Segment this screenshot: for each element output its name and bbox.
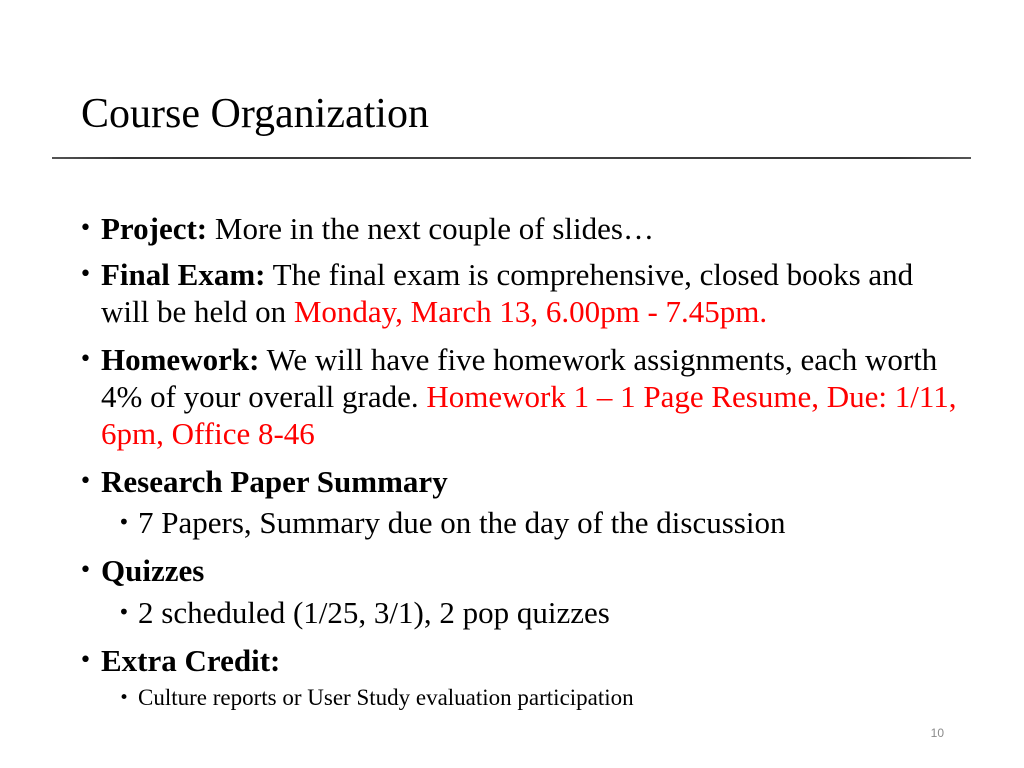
bullet-homework-text: We will have five homework assignments, each worth 4% of your overall grade. <box>101 342 938 414</box>
bullet-final-exam <box>79 256 961 330</box>
bullet-research-lead: Research Paper Summary <box>101 464 448 499</box>
bullet-dot-icon: • <box>118 510 130 534</box>
page-number: 10 <box>930 726 944 740</box>
bullet-dot-icon: • <box>79 558 92 583</box>
sub-bullet-quizzes <box>118 594 958 631</box>
bullet-homework-due: Homework 1 – 1 Page Resume, Due: 1/11, 6pm, Office 8-46 <box>101 379 957 451</box>
bullet-final-exam-date: Monday, March 13, 6.00pm - 7.45pm. <box>293 294 768 329</box>
bullet-extra-credit-lead: Extra Credit: <box>101 643 281 678</box>
sub-bullet-extra-credit-text: Culture reports or User Study evaluation participation <box>138 685 634 710</box>
slide-title: Course Organization <box>81 91 429 137</box>
bullet-dot-icon: • <box>119 688 130 708</box>
bullet-dot-icon: • <box>79 216 92 241</box>
bullet-homework-lead: Homework: <box>101 342 260 377</box>
bullet-dot-icon: • <box>79 347 92 372</box>
bullet-project <box>79 210 961 247</box>
title-divider <box>52 157 971 159</box>
bullet-homework <box>79 341 961 452</box>
bullet-dot-icon: • <box>79 648 92 673</box>
sub-bullet-extra-credit <box>119 684 958 712</box>
bullet-extra-credit <box>79 642 961 679</box>
bullet-dot-icon: • <box>79 469 92 494</box>
sub-bullet-quizzes-text: 2 scheduled (1/25, 3/1), 2 pop quizzes <box>138 595 610 630</box>
bullet-project-text: More in the next couple of slides… <box>207 211 654 246</box>
sub-bullet-research <box>118 504 958 541</box>
bullet-project-lead: Project: <box>101 211 208 246</box>
bullet-quizzes-lead: Quizzes <box>101 553 205 588</box>
bullet-dot-icon: • <box>118 600 130 624</box>
bullet-research <box>79 463 961 500</box>
bullet-dot-icon: • <box>79 262 92 287</box>
bullet-final-exam-lead: Final Exam: <box>101 257 266 292</box>
sub-bullet-research-text: 7 Papers, Summary due on the day of the discussion <box>138 505 786 540</box>
bullet-final-exam-text: The final exam is comprehensive, closed books and will be held on <box>101 257 914 329</box>
bullet-quizzes <box>79 552 961 589</box>
